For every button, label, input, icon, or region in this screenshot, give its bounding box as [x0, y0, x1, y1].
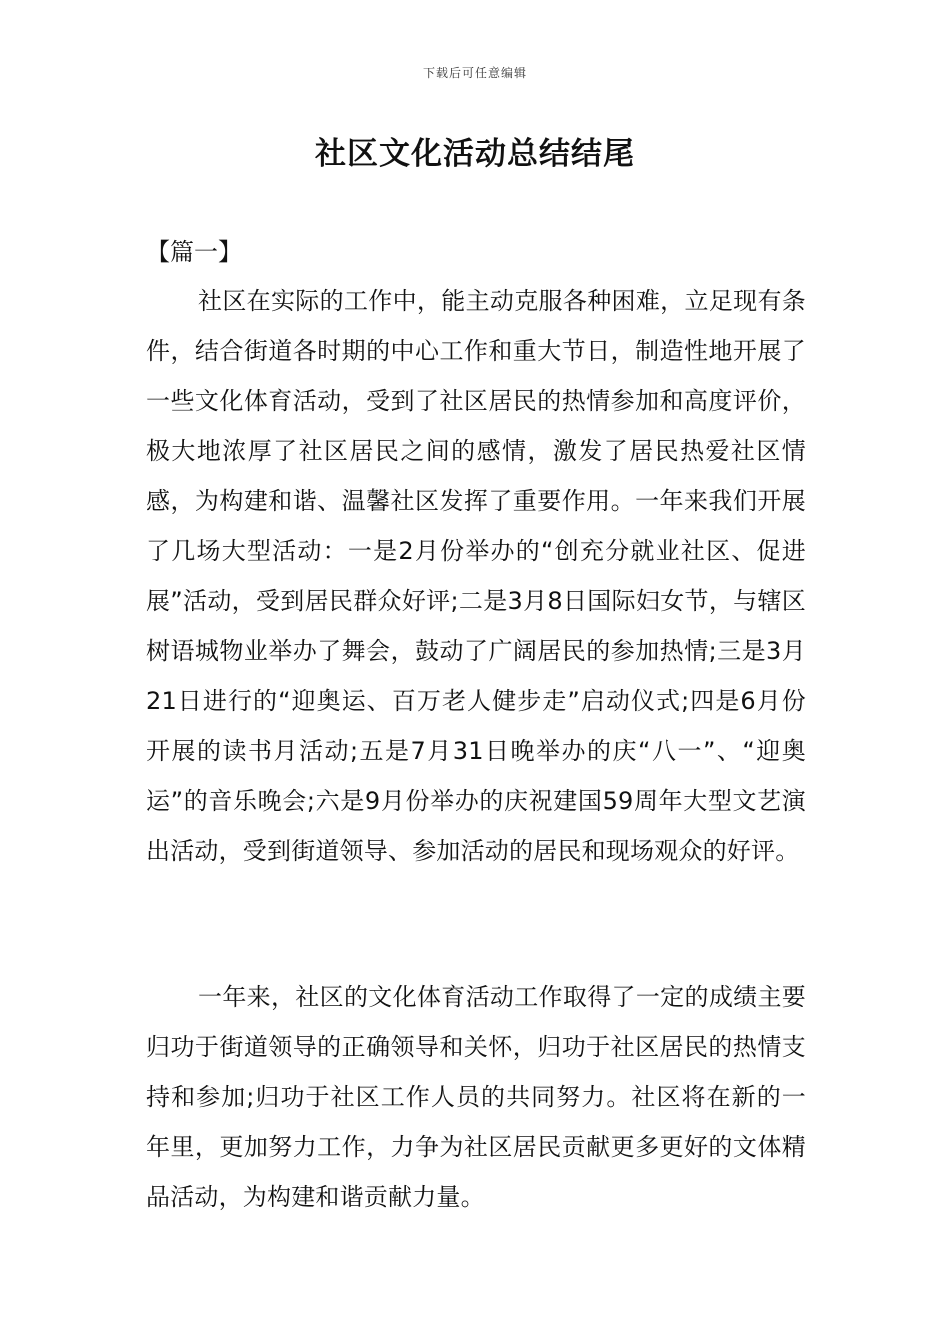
body-paragraph-2: 一年来，社区的文化体育活动工作取得了一定的成绩主要归功于街道领导的正确领导和关怀，归功于社区居民的热情支持和参加;归功于社区工作人员的共同努力。社区将在新的一年里，更加努力工作，力争为社区居民贡献更多更好的文体精品活动，为构建和谐贡献力量。: [146, 983, 806, 1211]
section-label: 【篇一】: [146, 238, 242, 266]
header-note: 下载后可任意编辑: [422, 66, 527, 80]
document-title: 社区文化活动总结结尾: [315, 136, 635, 172]
body-paragraph-1: 社区在实际的工作中，能主动克服各种困难，立足现有条件，结合街道各时期的中心工作和重大节日，制造性地开展了一些文化体育活动，受到了社区居民的热情参加和高度评价，极大地浓厚了社区居民之间的感情，激发了居民热爱社区情感，为构建和谐、温馨社区发挥了重要作用。一年来我们开展了几场大型活动：一是2月份举办的“创充分就业社区、促进展”活动，受到居民群众好评;二是3月8日国际妇女节，与辖区树语城物业举办了舞会，鼓动了广阔居民的参加热情;三是3月21日进行的“迎奥运、百万老人健步走”启动仪式;四是6月份开展的读书月活动;五是7月31日晚举办的庆“八一”、“迎奥运”的音乐晚会;六是9月份举办的庆祝建国59周年大型文艺演出活动，受到街道领导、参加活动的居民和现场观众的好评。: [146, 287, 806, 865]
